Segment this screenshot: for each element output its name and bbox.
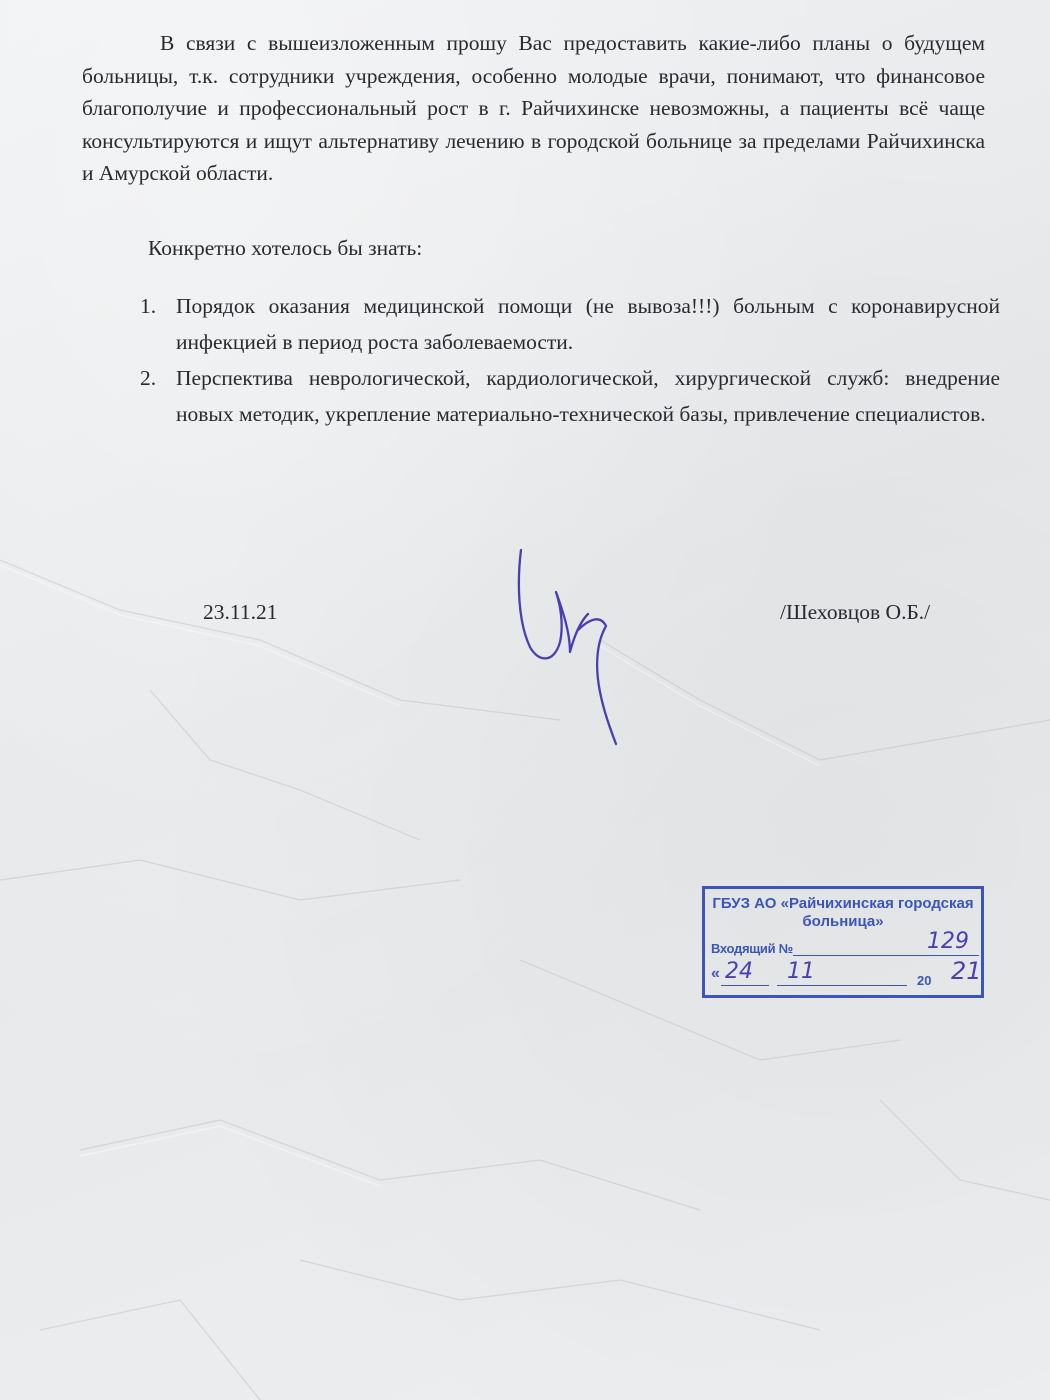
stamp-number-line [793, 955, 979, 956]
stamp-year: 21 [951, 957, 982, 985]
stamp-century: 20 [917, 973, 932, 988]
body-paragraph: В связи с вышеизложенным прошу Вас предоставить какие-либо планы о будущем больницы, т.к. сотрудники учреждения, особенно молодые врачи, понимают, что финансовое благополучие и профессиональный рост в г. Райчихинске невозможны, а пациенты всё чаще консультируются и ищут альтернативу лечению в городской больнице за пределами Райчихинска и Амурской области. [82, 31, 985, 185]
incoming-registration-stamp [702, 886, 984, 998]
stamp-day-line [721, 985, 769, 986]
stamp-open-quote: « [711, 965, 720, 982]
list-item [140, 360, 1000, 432]
stamp-incoming-number: 129 [927, 929, 969, 954]
list-item-text: Перспектива неврологической, кардиологической, хирургической служб: внедрение новых методик, укрепление материально-технической базы, привлечение специалистов. [176, 366, 1000, 426]
request-list [140, 288, 1000, 432]
author-name: /Шеховцов О.Б./ [780, 600, 931, 624]
letter-date: 23.11.21 [203, 600, 278, 624]
list-item-text: Порядок оказания медицинской помощи (не вывоза!!!) больным с коронавирусной инфекцией в период роста заболеваемости. [176, 294, 1000, 354]
list-item [140, 288, 1000, 360]
stamp-incoming-label: Входящий № [711, 941, 793, 956]
stamp-day: 24 [725, 959, 753, 984]
list-intro: Конкретно хотелось бы знать: [148, 236, 423, 260]
stamp-organization: ГБУЗ АО «Райчихинская городская больница» [712, 895, 974, 930]
list-item-number: 2. [140, 366, 157, 390]
handwritten-signature [508, 542, 628, 752]
list-item-number: 1. [140, 294, 157, 318]
stamp-month: 11 [787, 959, 815, 984]
stamp-month-line [777, 985, 907, 986]
